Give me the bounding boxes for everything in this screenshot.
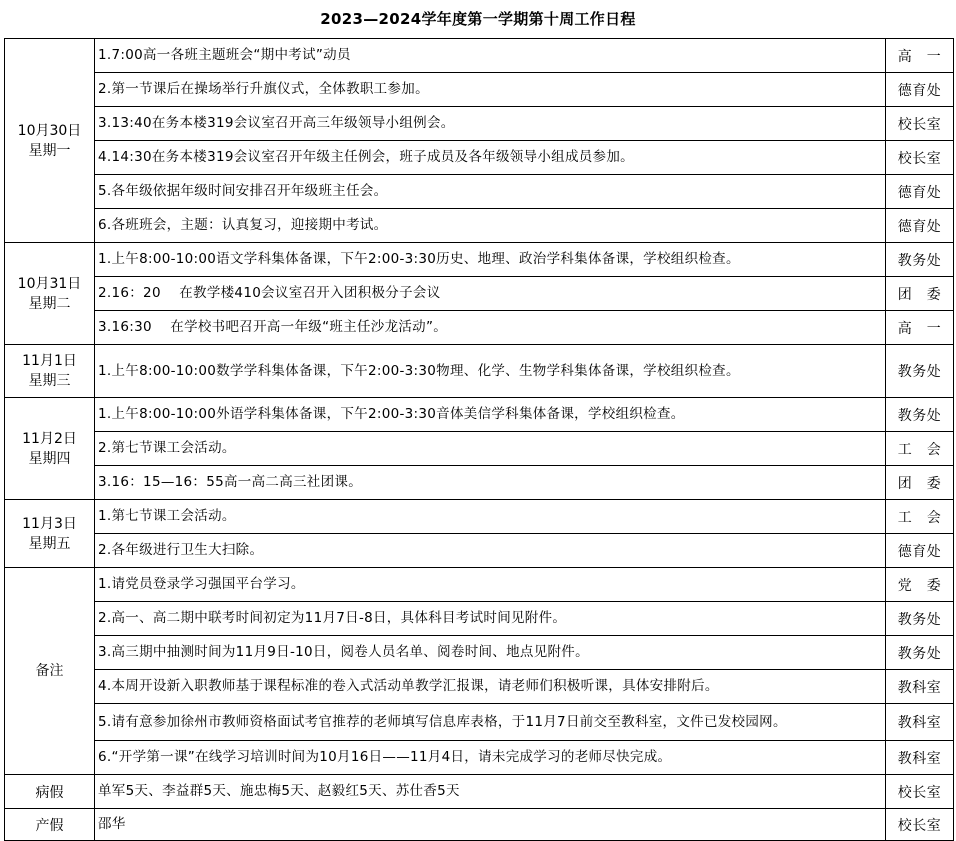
schedule-table [4,38,954,841]
day-weekday: 星期一 [28,142,71,159]
table-row [5,345,954,398]
note-item: 1.请党员登录学习强国平台学习。 [95,568,886,602]
table-row [5,500,954,534]
schedule-item: 2.各年级进行卫生大扫除。 [95,534,886,568]
table-row [5,670,954,704]
department-cell: 教务处 [886,602,954,636]
department-cell: 教科室 [886,741,954,775]
department-cell: 校长室 [886,809,954,841]
note-item: 5.请有意参加徐州市教师资格面试考官推荐的老师填写信息库表格，于11月7日前交至教科室，文件已发校园网。 [95,704,886,741]
schedule-item: 2.16：20 在教学楼410会议室召开入团积极分子会议 [95,277,886,311]
day-weekday: 星期三 [28,373,71,389]
schedule-item: 5.各年级依据年级时间安排召开年级班主任会。 [95,175,886,209]
department-cell: 团 委 [886,277,954,311]
department-cell: 德育处 [886,73,954,107]
schedule-item: 6.各班班会，主题：认真复习，迎接期中考试。 [95,209,886,243]
table-row [5,277,954,311]
day-cell-tue [5,243,95,345]
table-row [5,534,954,568]
table-row [5,175,954,209]
sick-leave-names: 单军5天、李益群5天、施忠梅5天、赵毅红5天、苏仕香5天 [95,775,886,809]
table-row [5,398,954,432]
table-row [5,568,954,602]
schedule-item: 1.第七节课工会活动。 [95,500,886,534]
schedule-item: 2.第一节课后在操场举行升旗仪式，全体教职工参加。 [95,73,886,107]
schedule-item: 1.7:00高一各班主题班会“期中考试”动员 [95,39,886,73]
day-date: 10月31日 [17,275,82,292]
department-cell: 校长室 [886,775,954,809]
table-row [5,141,954,175]
department-cell: 校长室 [886,107,954,141]
day-date: 10月30日 [17,122,82,139]
notes-label-cell [5,568,95,775]
department-cell: 高 一 [886,39,954,73]
note-item: 3.高三期中抽测时间为11月9日-10日，阅卷人员名单、阅卷时间、地点见附件。 [95,636,886,670]
department-cell: 德育处 [886,534,954,568]
day-weekday: 星期五 [28,535,71,552]
table-row [5,775,954,809]
table-row [5,466,954,500]
department-cell: 教务处 [886,345,954,398]
table-row [5,107,954,141]
table-row [5,602,954,636]
schedule-item: 3.16:30 在学校书吧召开高一年级“班主任沙龙活动”。 [95,311,886,345]
schedule-item: 1.上午8:00-10:00语文学科集体备课，下午2:00-3:30历史、地理、政治学科集体备课，学校组织检查。 [95,243,886,277]
table-row [5,209,954,243]
maternity-leave-names: 邵华 [95,809,886,841]
department-cell: 党 委 [886,568,954,602]
day-cell-thu [5,398,95,500]
department-cell: 教科室 [886,670,954,704]
schedule-item: 3.13:40在务本楼319会议室召开高三年级领导小组例会。 [95,107,886,141]
table-row [5,311,954,345]
table-row [5,73,954,107]
day-date: 11月1日 [22,353,77,369]
department-cell: 工 会 [886,500,954,534]
table-row [5,741,954,775]
department-cell: 校长室 [886,141,954,175]
schedule-item: 2.第七节课工会活动。 [95,432,886,466]
department-cell: 教务处 [886,398,954,432]
schedule-item: 1.上午8:00-10:00数学学科集体备课，下午2:00-3:30物理、化学、生物学科集体备课，学校组织检查。 [95,345,886,398]
department-cell: 教科室 [886,704,954,741]
department-cell: 团 委 [886,466,954,500]
note-item: 2.高一、高二期中联考时间初定为11月7日-8日，具体科目考试时间见附件。 [95,602,886,636]
table-row [5,704,954,741]
table-row [5,636,954,670]
department-cell: 工 会 [886,432,954,466]
day-cell-wed [5,345,95,398]
day-cell-mon [5,39,95,243]
department-cell: 教务处 [886,636,954,670]
table-row [5,432,954,466]
notes-label: 备注 [35,663,64,679]
sick-leave-label: 病假 [5,775,95,809]
day-date: 11月3日 [22,515,77,532]
department-cell: 高 一 [886,311,954,345]
table-row [5,39,954,73]
day-weekday: 星期二 [28,295,71,312]
schedule-item: 4.14:30在务本楼319会议室召开年级主任例会，班子成员及各年级领导小组成员参加。 [95,141,886,175]
schedule-item: 1.上午8:00-10:00外语学科集体备课，下午2:00-3:30音体美信学科集体备课，学校组织检查。 [95,398,886,432]
note-item: 6.“开学第一课”在线学习培训时间为10月16日——11月4日，请未完成学习的老师尽快完成。 [95,741,886,775]
department-cell: 德育处 [886,209,954,243]
department-cell: 教务处 [886,243,954,277]
day-date: 11月2日 [22,430,77,447]
page-title: 2023—2024学年度第一学期第十周工作日程 [320,10,636,28]
maternity-leave-label: 产假 [5,809,95,841]
schedule-item: 3.16：15—16：55高一高二高三社团课。 [95,466,886,500]
day-weekday: 星期四 [28,450,71,467]
table-row [5,243,954,277]
table-row [5,809,954,841]
day-cell-fri [5,500,95,568]
department-cell: 德育处 [886,175,954,209]
note-item: 4.本周开设新入职教师基于课程标准的卷入式活动单教学汇报课，请老师们积极听课，具体安排附后。 [95,670,886,704]
